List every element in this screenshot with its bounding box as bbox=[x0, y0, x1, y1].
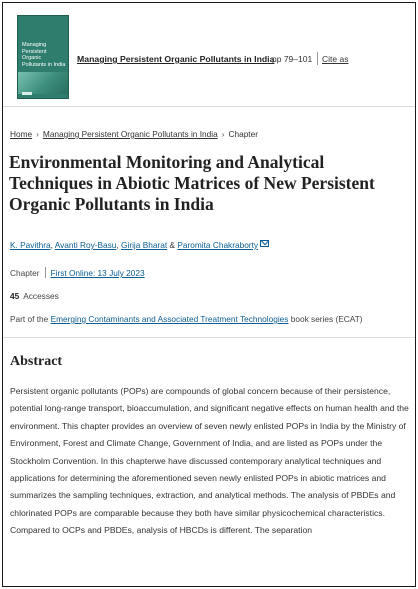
section-divider bbox=[3, 337, 415, 338]
page-frame bbox=[2, 2, 416, 587]
breadcrumb bbox=[10, 129, 258, 139]
book-cover-image[interactable] bbox=[17, 15, 69, 99]
cover-graphic bbox=[18, 72, 68, 94]
book-title-link[interactable]: Managing Persistent Organic Pollutants in India bbox=[77, 54, 275, 64]
breadcrumb-separator-icon: › bbox=[221, 129, 225, 139]
publisher-logo-icon bbox=[22, 92, 32, 95]
content-type: Chapter bbox=[10, 268, 40, 278]
page-title: Environmental Monitoring and Analytical Techniques in Abiotic Matrices of New Persistent Organic Pollutants in India bbox=[9, 152, 375, 214]
author-link[interactable]: Avanti Roy-Basu bbox=[54, 240, 117, 250]
author-joiner: & bbox=[169, 240, 176, 250]
book-header bbox=[3, 3, 415, 107]
divider bbox=[45, 267, 46, 278]
divider bbox=[317, 52, 318, 65]
breadcrumb-home[interactable]: Home bbox=[10, 129, 33, 139]
author-link[interactable]: K. Pavithra bbox=[10, 240, 51, 250]
first-online-link[interactable]: First Online: 13 July 2023 bbox=[50, 268, 145, 278]
abstract-text: Persistent organic pollutants (POPs) are compounds of global concern because of their persistence, potential long-range transport, bioaccumulation, and significant negative effects on human health and the environment. This chapter provides an overview of seven newly enlisted POPs in India by the Ministry of Environment, Forest and Climate Change, Government of India, and are listed as POPs under the Stockholm Convention. In this chapterwe have discussed contemporary analytical techniques and applications for determining the aforementioned seven newly enlisted POPs in abiotic matrices and summarizes the sampling techniques, extraction, and analytical methods. The analysis of PBDEs and chlorinated POPs are comparable because they both have similar physicochemical characteristics. Compared to OCPs and PBDEs, analysis of HBCDs is different. The separation bbox=[10, 386, 409, 536]
author-link[interactable]: Paromita Chakraborty bbox=[177, 240, 259, 250]
chapter-meta bbox=[10, 267, 145, 278]
series-link[interactable]: Emerging Contaminants and Associated Treatment Technologies bbox=[50, 314, 289, 324]
email-icon[interactable] bbox=[260, 240, 269, 247]
cover-title: Managing Persistent Organic Pollutants in India bbox=[22, 42, 66, 68]
series-prefix: Part of the bbox=[10, 314, 49, 324]
cite-as-link[interactable]: Cite as bbox=[322, 54, 349, 64]
book-series-line bbox=[10, 314, 363, 324]
breadcrumb-book[interactable]: Managing Persistent Organic Pollutants in India bbox=[42, 129, 218, 139]
accesses-label: Accesses bbox=[23, 291, 59, 301]
series-suffix: book series (ECAT) bbox=[290, 314, 363, 324]
book-pages: pp 79–101 bbox=[272, 54, 313, 64]
abstract-heading: Abstract bbox=[10, 354, 63, 369]
author-link[interactable]: Girija Bharat bbox=[121, 240, 168, 250]
breadcrumb-separator-icon: › bbox=[36, 129, 39, 139]
breadcrumb-current: Chapter bbox=[228, 129, 258, 139]
author-list: K. Pavithra, Avanti Roy-Basu, Girija Bharat & Paromita Chakraborty bbox=[10, 240, 269, 250]
accesses-count: 45 bbox=[10, 291, 20, 301]
access-metric bbox=[10, 291, 59, 301]
